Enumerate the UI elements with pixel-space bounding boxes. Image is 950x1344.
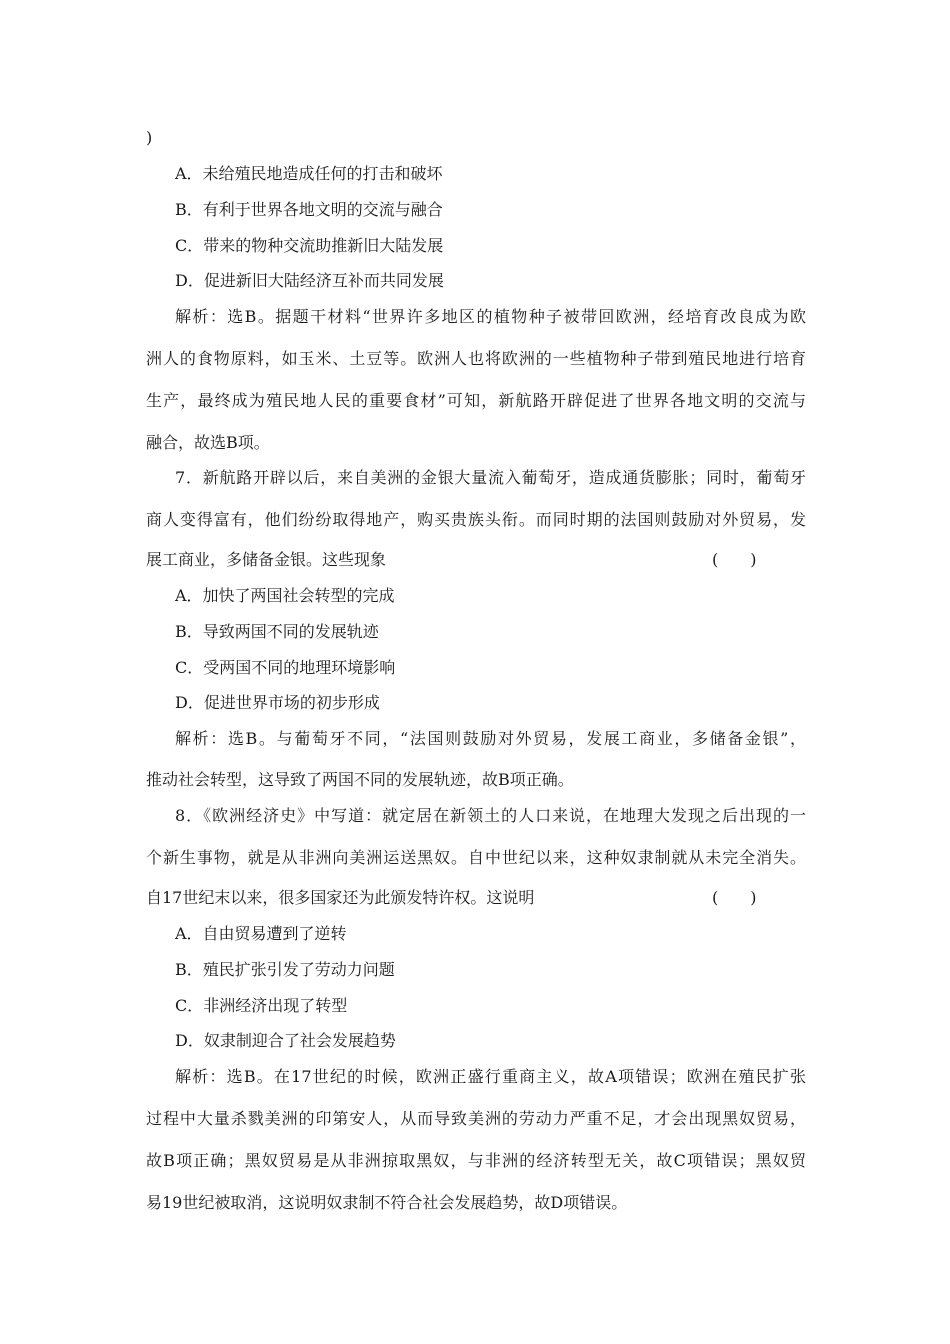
explanation-line: 洲人的食物原料，如玉米、土豆等。欧洲人也将欧洲的一些植物种子带到殖民地进行培育 [146,349,806,368]
explanation-line: 推动社会转型，这导致了两国不同的发展轨迹，故B项正确。 [146,770,574,789]
text-line: ) [146,128,153,147]
question-line: 8．《欧洲经济史》中写道：就定居在新领土的人口来说，在地理大发现之后出现的一 [175,806,806,825]
option-d: D．奴隶制迎合了社会发展趋势 [175,1031,396,1050]
question-line: 个新生事物，就是从非洲向美洲运送黑奴。自中世纪以来，这种奴隶制就从未完全消失。 [146,848,806,867]
option-a: A．加快了两国社会转型的完成 [175,586,395,605]
question-line: 7．新航路开辟以后，来自美洲的金银大量流入葡萄牙，造成通货膨胀；同时，葡萄牙 [175,468,806,487]
question-line: 自17世纪末以来，很多国家还为此颁发特许权。这说明 [146,888,535,907]
question-line: 商人变得富有，他们纷纷取得地产，购买贵族头衔。而同时期的法国则鼓励对外贸易，发 [146,510,806,529]
explanation-line: 解析：选B。与葡萄牙不同，“法国则鼓励对外贸易，发展工商业，多储备金银”， [175,729,806,748]
option-a: A．自由贸易遭到了逆转 [175,924,347,943]
answer-blank: ( ) [712,888,757,907]
question-line: 展工商业，多储备金银。这些现象 [146,550,387,569]
explanation-line: 故B项正确；黑奴贸易是从非洲掠取黑奴，与非洲的经济转型无关，故C项错误；黑奴贸 [146,1151,806,1170]
option-d: D．促进新旧大陆经济互补而共同发展 [175,271,444,290]
explanation-line: 易19世纪被取消，这说明奴隶制不符合社会发展趋势，故D项错误。 [146,1193,628,1212]
explanation-line: 生产，最终成为殖民地人民的重要食材”可知，新航路开辟促进了世界各地文明的交流与 [146,391,806,410]
option-b: B．导致两国不同的发展轨迹 [175,622,379,641]
option-c: C．非洲经济出现了转型 [175,996,348,1015]
explanation-line: 解析：选B。在17世纪的时候，欧洲正盛行重商主义，故A项错误；欧洲在殖民扩张 [175,1067,806,1086]
option-c: C．带来的物种交流助推新旧大陆发展 [175,236,444,255]
option-a: A．未给殖民地造成任何的打击和破坏 [175,164,443,183]
explanation-line: 过程中大量杀戮美洲的印第安人，从而导致美洲的劳动力严重不足，才会出现黑奴贸易， [146,1109,806,1128]
explanation-line: 融合，故选B项。 [146,433,270,452]
option-b: B．殖民扩张引发了劳动力问题 [175,960,395,979]
option-d: D．促进世界市场的初步形成 [175,693,380,712]
explanation-line: 解析：选B。据题干材料“世界许多地区的植物种子被带回欧洲，经培育改良成为欧 [175,307,806,326]
answer-blank: ( ) [712,550,757,569]
option-b: B．有利于世界各地文明的交流与融合 [175,200,443,219]
option-c: C．受两国不同的地理环境影响 [175,658,396,677]
